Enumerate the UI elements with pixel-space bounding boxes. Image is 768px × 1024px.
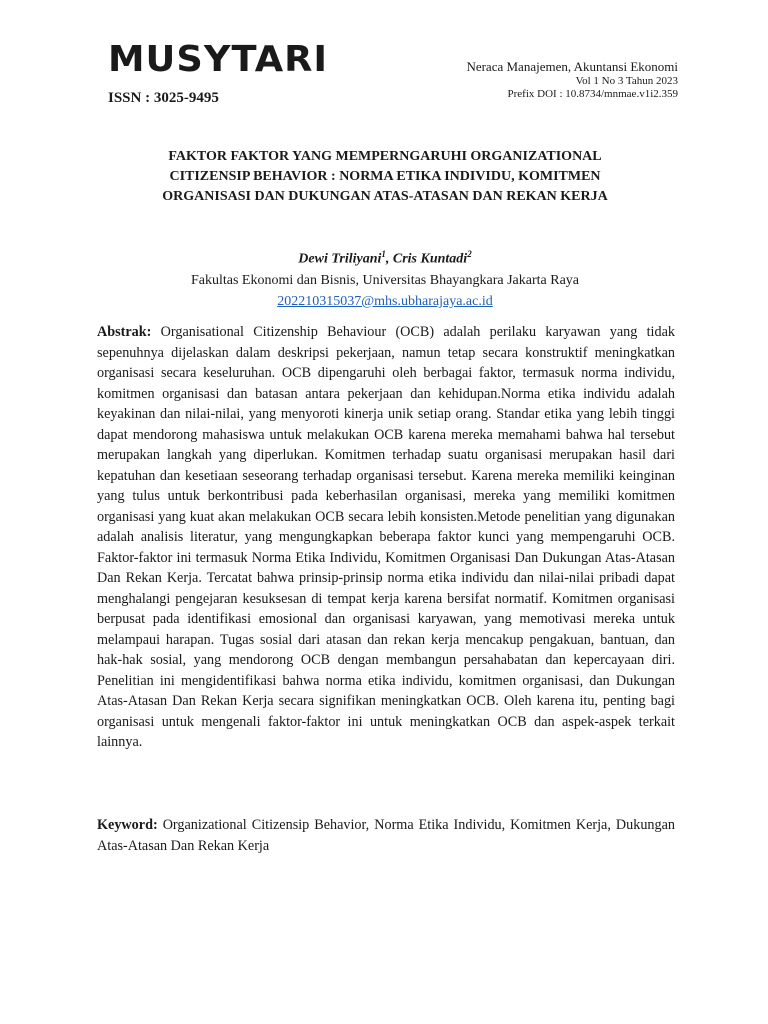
keywords <box>97 815 675 856</box>
masthead <box>108 39 329 107</box>
abstract-text: Organisational Citizenship Behaviour (OCB) adalah perilaku karyawan yang tidak sepenuhnya dijelaskan dalam deskripsi pekerjaan, namun tetap secara konstruktif meningkatkan organisasi secara keseluruhan. OCB dipengaruhi oleh berbagai faktor, termasuk norma individu, komitmen organisasi dan batasan antara pekerjaan dan kehidupan.Norma etika individu adalah keyakinan dan nilai-nilai, yang menyoroti kinerja unik setiap orang. Standar etika yang lebih tinggi dapat mendorong mahasiswa untuk melakukan OCB karena mereka memahami bahwa hal tersebut merupakan langkah yang diperlukan. Komitmen terhadap suatu organisasi merupakan hasil dari kepatuhan dan kesetiaan seseorang terhadap organisasi tersebut. Karena mereka memiliki keinginan yang tulus untuk berkontribusi pada keberhasilan organisasi, mereka yang memiliki komitmen organisasi yang kuat akan melakukan OCB secara lebih konsisten.Metode penelitian yang digunakan adalah analisis literatur, yang mengungkapkan beberapa faktor kunci yang mempengaruhi OCB. Faktor-faktor ini termasuk Norma Etika Individu, Komitmen Organisasi Dan Dukungan Atas-Atasan Dan Rekan Kerja. Tercatat bahwa prinsip-prinsip norma etika individu dan nilai-nilai pribadi dapat menghalangi pengejaran kesuksesan di tempat kerja karena bersifat normatif. Komitmen organisasi berpusat pada identifikasi emosional dan organisasi karyawan, yang memotivasi mereka untuk melampaui harapan. Tugas sosial dari atasan dan rekan kerja mencakup pengakuan, bantuan, dan hak-hak sosial, yang mendorong OCB dengan membangun persahabatan dan kepercayaan diri. Penelitian ini mengidentifikasi bahwa norma etika individu, komitmen organisasi, dan Dukungan Atas-Atasan Dan Rekan Kerja secara signifikan meningkatkan OCB. Oleh karena itu, penting bagi organisasi untuk mengenali faktor-faktor ini untuk meningkatkan OCB dan aspek-aspek terkait lainnya. <box>97 324 675 750</box>
abstract-label: Abstrak: <box>97 324 152 340</box>
keyword-text: Organizational Citizensip Behavior, Norma Etika Individu, Komitmen Kerja, Dukungan Atas-Atasan Dan Rekan Kerja <box>97 817 675 854</box>
author-2: Cris Kuntadi <box>392 251 468 267</box>
title-line: CITIZENSIP BEHAVIOR : NORMA ETIKA INDIVIDU, KOMITMEN <box>169 169 601 184</box>
journal-name: Neraca Manajemen, Akuntansi Ekonomi <box>466 59 678 74</box>
keyword-label: Keyword: <box>97 817 158 833</box>
title-line: FAKTOR FAKTOR YANG MEMPERNGARUHI ORGANIZATIONAL <box>168 149 602 164</box>
author-separator: , <box>385 251 393 267</box>
issn: ISSN : 3025-9495 <box>108 90 219 106</box>
author-1-affil: 1 <box>381 249 386 259</box>
email-link[interactable]: 202210315037@mhs.ubharajaya.ac.id <box>277 293 493 309</box>
paper-title <box>100 147 670 207</box>
author-block <box>100 244 670 312</box>
journal-volume: Vol 1 No 3 Tahun 2023 <box>575 75 678 87</box>
author-2-affil: 2 <box>467 249 472 259</box>
affiliation: Fakultas Ekonomi dan Bisnis, Universitas Bhayangkara Jakarta Raya <box>190 272 580 288</box>
title-line: ORGANISASI DAN DUKUNGAN ATAS-ATASAN DAN REKAN KERJA <box>162 189 608 204</box>
author-1: Dewi Triliyani <box>298 251 382 267</box>
journal-logo: MUSYTARI <box>108 39 329 80</box>
abstract <box>97 322 675 753</box>
author-names <box>100 244 670 270</box>
journal-meta <box>466 59 678 101</box>
journal-doi: Prefix DOI : 10.8734/mnmae.v1i2.359 <box>507 88 678 100</box>
